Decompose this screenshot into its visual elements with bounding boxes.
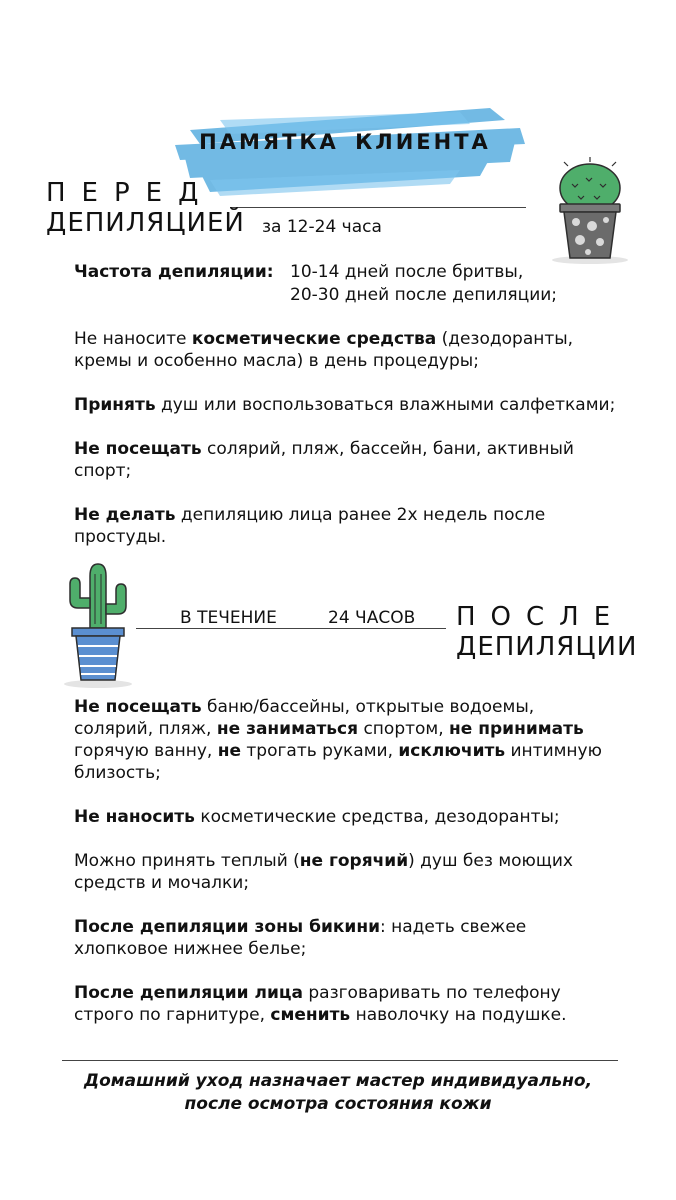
frequency-value-1: 10-14 дней после бритвы, [290, 262, 524, 282]
before-instruction-cosmetics: Не наносите косметические средства (дезодоранты, кремы и особенно масла) в день процедуры; [74, 329, 574, 371]
before-time-range: за 12-24 часа [262, 217, 382, 237]
divider-line [136, 628, 446, 629]
divider-line [62, 1060, 618, 1061]
divider-line [230, 207, 526, 208]
before-instruction-face: Не делать депиляцию лица ранее 2х недель после простуды. [74, 505, 546, 547]
round-cactus-icon [548, 154, 632, 266]
after-instruction-cosmetics: Не наносить косметические средства, дезодоранты; [74, 807, 560, 827]
footer-note: Домашний уход назначает мастер индивидуально, после осмотра состояния кожи [83, 1071, 593, 1114]
after-heading-line2: ДЕПИЛЯЦИИ [456, 632, 638, 662]
before-heading-line1: ПЕРЕД [46, 178, 215, 208]
before-instruction-avoid: Не посещать солярий, пляж, бассейн, бани, активный спорт; [74, 439, 574, 481]
after-instruction-avoid: Не посещать баню/бассейны, открытые водоемы, солярий, пляж, не заниматься спортом, не принимать горячую ванну, не трогать руками, исключить интимную близость; [74, 697, 602, 783]
page-title: ПАМЯТКА КЛИЕНТА [199, 130, 491, 154]
after-hours-label: 24 ЧАСОВ [328, 608, 416, 628]
after-instruction-face: После депиляции лица разговаривать по телефону строго по гарнитуре, сменить наволочку на подушке. [74, 983, 567, 1025]
after-instruction-bikini: После депиляции зоны бикини: надеть свежее хлопковое нижнее белье; [74, 917, 527, 959]
after-during-label: В ТЕЧЕНИЕ [180, 608, 277, 628]
before-instruction-shower: Принять душ или воспользоваться влажными салфетками; [74, 395, 616, 415]
tall-cactus-icon [60, 558, 136, 690]
before-heading-line2: ДЕПИЛЯЦИЕЙ [46, 208, 245, 238]
frequency-value-2: 20-30 дней после депиляции; [290, 285, 558, 305]
frequency-label: Частота депиляции: [74, 262, 274, 282]
after-heading-line1: ПОСЛЕ [456, 602, 626, 632]
after-instruction-shower: Можно принять теплый (не горячий) душ без моющих средств и мочалки; [74, 851, 573, 893]
